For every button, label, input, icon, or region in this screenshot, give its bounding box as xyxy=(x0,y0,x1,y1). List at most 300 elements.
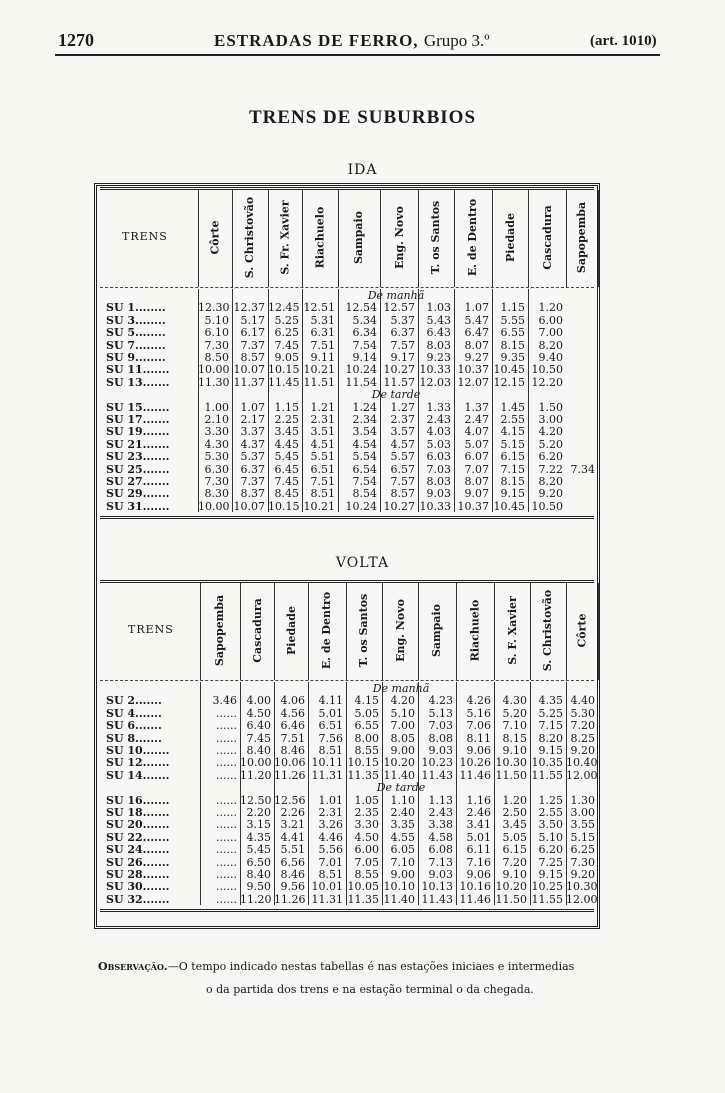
time-cell: 8.50 xyxy=(204,351,229,364)
time-cell: 5.17 xyxy=(240,313,265,327)
time-cell: 8.51 xyxy=(318,744,343,757)
time-cell: 6.57 xyxy=(390,462,415,476)
time-cell: 3.45 xyxy=(274,425,299,439)
train-number: SU 22....... xyxy=(106,830,170,844)
page-title: TRENS DE SUBURBIOS xyxy=(248,107,477,128)
station-name: Riachuelo xyxy=(468,599,482,661)
time-cell: 9.06 xyxy=(466,868,491,881)
time-cell: 7.51 xyxy=(280,731,305,745)
time-cell: 10.20 xyxy=(495,880,527,894)
time-cell: 10.21 xyxy=(303,363,335,377)
time-cell: 8.07 xyxy=(464,338,489,352)
time-cell: 10.10 xyxy=(383,880,415,894)
time-cell: 1.45 xyxy=(500,400,525,414)
time-cell: 10.50 xyxy=(531,363,563,377)
time-cell: 11.54 xyxy=(345,375,377,389)
time-cell: 4.06 xyxy=(280,694,305,708)
time-cell: 5.31 xyxy=(310,313,335,327)
time-cell: 10.45 xyxy=(493,499,525,513)
time-cell: 7.01 xyxy=(318,855,343,869)
time-cell: 10.35 xyxy=(531,756,563,770)
time-cell: 1.37 xyxy=(464,400,489,414)
time-cell: 5.37 xyxy=(240,450,265,464)
time-cell: 6.56 xyxy=(280,855,305,869)
time-cell: 7.51 xyxy=(310,338,335,352)
time-cell: 10.37 xyxy=(457,499,489,513)
time-cell: 2.35 xyxy=(354,806,379,819)
train-number: SU 12....... xyxy=(106,756,170,770)
time-cell: 11.30 xyxy=(198,375,230,389)
time-cell: 1.05 xyxy=(354,793,379,807)
time-cell: ...... xyxy=(216,706,237,720)
article-reference: (art. 1010) xyxy=(590,33,657,49)
time-cell: 9.11 xyxy=(310,351,335,364)
time-cell: 10.24 xyxy=(345,499,377,513)
time-cell: 10.01 xyxy=(311,880,343,894)
time-cell: 5.16 xyxy=(466,706,491,720)
time-cell: 9.10 xyxy=(502,744,527,757)
volta-station-header xyxy=(530,584,566,676)
time-cell: 9.06 xyxy=(466,744,491,757)
time-cell: 10.20 xyxy=(383,756,415,770)
time-cell: 10.45 xyxy=(493,363,525,377)
time-cell: 1.33 xyxy=(426,400,451,414)
time-cell: 12.07 xyxy=(457,375,489,389)
time-cell: 6.25 xyxy=(274,326,299,340)
time-cell: 2.47 xyxy=(464,413,489,426)
time-cell: 8.07 xyxy=(464,475,489,488)
train-number: SU 27....... xyxy=(106,475,170,488)
time-cell: 11.35 xyxy=(347,892,379,906)
time-cell: 5.37 xyxy=(390,313,415,327)
time-cell: 4.20 xyxy=(390,694,415,708)
time-cell: 2.31 xyxy=(310,413,335,426)
time-cell: 10.06 xyxy=(274,756,306,770)
volta-station-header xyxy=(418,584,456,676)
volta-body-divider xyxy=(530,682,531,905)
time-cell: 7.30 xyxy=(204,475,229,488)
train-number: SU 29....... xyxy=(106,487,170,501)
running-title-text: ESTRADAS DE FERRO, xyxy=(214,31,419,50)
page-number: 1270 xyxy=(58,30,94,50)
time-cell: 10.05 xyxy=(347,880,379,894)
time-cell: 6.31 xyxy=(310,326,335,340)
time-cell: 2.43 xyxy=(426,413,451,426)
time-cell: ...... xyxy=(216,744,237,757)
volta-bottom-rule xyxy=(100,909,594,912)
time-cell: 11.43 xyxy=(421,892,453,906)
time-cell: 9.23 xyxy=(426,351,451,364)
time-cell: 6.15 xyxy=(502,843,527,857)
time-cell: 7.03 xyxy=(428,719,453,733)
time-cell: 4.07 xyxy=(464,425,489,439)
ida-bottom-rule xyxy=(100,516,594,519)
time-cell: 10.25 xyxy=(531,880,563,894)
time-cell: 7.34 xyxy=(570,462,595,476)
time-cell: 5.20 xyxy=(538,437,563,451)
time-cell: 6.37 xyxy=(240,462,265,476)
time-cell: 9.35 xyxy=(500,351,525,364)
time-cell: 1.15 xyxy=(500,301,525,315)
observation-text-line1: —O tempo indicado nestas tabellas é nas estações iniciaes e intermedias xyxy=(167,960,575,973)
time-cell: 5.25 xyxy=(274,313,299,327)
volta-header-divider xyxy=(598,583,599,680)
time-cell: 4.26 xyxy=(466,694,491,708)
ida-body-divider xyxy=(380,289,381,512)
time-cell: 8.20 xyxy=(538,731,563,745)
time-cell: 2.34 xyxy=(352,413,377,426)
group-label: Grupo 3.º xyxy=(423,31,490,50)
train-number: SU 2....... xyxy=(106,694,162,708)
volta-body-divider xyxy=(274,682,275,905)
time-cell: 4.45 xyxy=(274,437,299,451)
station-name: S. Christovão xyxy=(243,196,257,278)
ida-station-header xyxy=(268,191,302,283)
station-name: Riachuelo xyxy=(313,206,327,268)
station-name: S. Christovão xyxy=(541,589,555,671)
time-cell: 4.56 xyxy=(280,706,305,720)
train-number: SU 1........ xyxy=(106,301,166,315)
time-cell: 1.20 xyxy=(538,301,563,315)
time-cell: 7.56 xyxy=(318,731,343,745)
time-cell: 11.31 xyxy=(311,892,343,906)
time-cell: 6.54 xyxy=(352,462,377,476)
time-cell: 9.27 xyxy=(464,351,489,364)
time-cell: 2.46 xyxy=(466,806,491,819)
time-cell: 6.43 xyxy=(426,326,451,340)
volta-body-divider xyxy=(382,682,383,905)
time-cell: 7.00 xyxy=(538,326,563,340)
time-cell: 8.30 xyxy=(204,487,229,501)
time-cell: ...... xyxy=(216,731,237,745)
time-cell: 6.08 xyxy=(428,843,453,857)
time-cell: ...... xyxy=(216,806,237,819)
time-cell: 5.10 xyxy=(538,830,563,844)
time-cell: 6.51 xyxy=(318,719,343,733)
time-cell: 8.25 xyxy=(570,731,595,745)
time-cell: 3.30 xyxy=(204,425,229,439)
time-cell: 1.50 xyxy=(538,400,563,414)
volta-body-divider xyxy=(308,682,309,905)
time-cell: 6.37 xyxy=(390,326,415,340)
time-cell: 8.46 xyxy=(280,868,305,881)
ida-body-divider xyxy=(268,289,269,512)
train-number: SU 7........ xyxy=(106,338,166,352)
ida-body-divider xyxy=(232,289,233,512)
train-number: SU 11....... xyxy=(106,363,170,377)
observation-note xyxy=(98,955,658,1001)
time-cell: ...... xyxy=(216,719,237,733)
time-cell: 1.00 xyxy=(204,400,229,414)
time-cell: 6.07 xyxy=(464,450,489,464)
station-name: S. F. Xavier xyxy=(505,595,519,665)
ida-body-divider xyxy=(338,289,339,512)
train-number: SU 30....... xyxy=(106,880,170,894)
time-cell: 9.14 xyxy=(352,351,377,364)
ida-header-divider xyxy=(598,190,599,287)
time-cell: 9.40 xyxy=(538,351,563,364)
ida-station-header xyxy=(302,191,338,283)
station-name: Piedade xyxy=(284,605,298,655)
time-cell: 5.55 xyxy=(500,313,525,327)
time-cell: 11.35 xyxy=(347,768,379,782)
time-cell: 5.43 xyxy=(426,313,451,327)
time-cell: 4.51 xyxy=(310,437,335,451)
time-cell: 12.00 xyxy=(566,768,598,782)
train-number: SU 25....... xyxy=(106,462,170,476)
time-cell: 8.03 xyxy=(426,338,451,352)
time-cell: 3.00 xyxy=(538,413,563,426)
time-cell: 7.51 xyxy=(310,475,335,488)
time-cell: 6.40 xyxy=(246,719,271,733)
time-cell: 7.13 xyxy=(428,855,453,869)
time-cell: 8.54 xyxy=(352,487,377,501)
time-cell: 6.46 xyxy=(280,719,305,733)
ida-morning-period-label: De manhã xyxy=(367,289,425,302)
time-cell: 12.37 xyxy=(233,301,265,315)
time-cell: 3.26 xyxy=(318,818,343,832)
time-cell: 11.37 xyxy=(233,375,265,389)
time-cell: 7.45 xyxy=(274,338,299,352)
time-cell: 5.01 xyxy=(466,830,491,844)
time-cell: 6.30 xyxy=(204,462,229,476)
volta-body-divider xyxy=(346,682,347,905)
time-cell: 5.25 xyxy=(538,706,563,720)
volta-morning-period-label: De manhã xyxy=(372,682,430,695)
station-name: T. os Santos xyxy=(429,200,443,274)
time-cell: 4.30 xyxy=(204,437,229,451)
volta-station-header xyxy=(382,584,418,676)
time-cell: 11.50 xyxy=(495,768,527,782)
time-cell: 8.03 xyxy=(426,475,451,488)
time-cell: 3.38 xyxy=(428,818,453,832)
time-cell: ...... xyxy=(216,756,237,770)
time-cell: 8.55 xyxy=(354,744,379,757)
time-cell: 7.10 xyxy=(390,855,415,869)
time-cell: 6.15 xyxy=(500,450,525,464)
time-cell: ...... xyxy=(216,818,237,832)
train-number: SU 32....... xyxy=(106,892,170,906)
time-cell: 4.54 xyxy=(352,437,377,451)
time-cell: 10.21 xyxy=(303,499,335,513)
volta-body-divider xyxy=(456,682,457,905)
time-cell: 8.57 xyxy=(240,351,265,364)
time-cell: 4.15 xyxy=(500,425,525,439)
time-cell: 10.33 xyxy=(419,499,451,513)
station-name: Côrte xyxy=(575,613,589,647)
time-cell: 9.20 xyxy=(538,487,563,501)
time-cell: 4.55 xyxy=(390,830,415,844)
time-cell: 7.30 xyxy=(570,855,595,869)
time-cell: 6.25 xyxy=(570,843,595,857)
time-cell: 7.00 xyxy=(390,719,415,733)
time-cell: 4.57 xyxy=(390,437,415,451)
time-cell: 7.45 xyxy=(246,731,271,745)
train-number: SU 8....... xyxy=(106,731,162,745)
volta-header-rule xyxy=(100,680,594,681)
time-cell: 7.45 xyxy=(274,475,299,488)
time-cell: 4.15 xyxy=(354,694,379,708)
time-cell: 2.43 xyxy=(428,806,453,819)
time-cell: 9.15 xyxy=(538,744,563,757)
time-cell: 4.11 xyxy=(318,694,343,708)
time-cell: 12.15 xyxy=(493,375,525,389)
time-cell: 2.37 xyxy=(390,413,415,426)
time-cell: 9.00 xyxy=(390,868,415,881)
time-cell: 12.20 xyxy=(531,375,563,389)
volta-body-divider xyxy=(240,682,241,905)
ida-header-rule xyxy=(100,287,594,288)
time-cell: 5.51 xyxy=(280,843,305,857)
time-cell: 11.20 xyxy=(240,768,272,782)
time-cell: 2.26 xyxy=(280,806,305,819)
time-cell: 4.23 xyxy=(428,694,453,708)
time-cell: 10.00 xyxy=(198,363,230,377)
train-number: SU 18....... xyxy=(106,806,170,819)
station-name: S. Fr. Xavier xyxy=(278,199,292,275)
station-name: T. os Santos xyxy=(357,593,371,667)
observation-label: Observação. xyxy=(98,960,168,973)
station-name: Sampaio xyxy=(430,603,444,657)
time-cell: 5.05 xyxy=(354,706,379,720)
time-cell: 11.20 xyxy=(240,892,272,906)
time-cell: 11.40 xyxy=(383,768,415,782)
station-name: Sapopemba xyxy=(575,201,589,273)
time-cell: 10.15 xyxy=(268,363,300,377)
station-name: Sampaio xyxy=(352,210,366,264)
time-cell: 8.20 xyxy=(538,338,563,352)
station-name: Côrte xyxy=(208,220,222,254)
time-cell: 5.30 xyxy=(570,706,595,720)
time-cell: 3.35 xyxy=(390,818,415,832)
station-name: Cascadura xyxy=(250,597,264,663)
time-cell: 5.51 xyxy=(310,450,335,464)
time-cell: 3.00 xyxy=(570,806,595,819)
time-cell: 10.50 xyxy=(531,499,563,513)
time-cell: ...... xyxy=(216,793,237,807)
time-cell: 5.05 xyxy=(502,830,527,844)
volta-station-header xyxy=(240,584,274,676)
time-cell: 5.03 xyxy=(426,437,451,451)
time-cell: 10.00 xyxy=(240,756,272,770)
time-cell: 11.31 xyxy=(311,768,343,782)
ida-top-rule xyxy=(100,187,594,190)
time-cell: 8.37 xyxy=(240,487,265,501)
time-cell: 3.54 xyxy=(352,425,377,439)
time-cell: 4.00 xyxy=(246,694,271,708)
time-cell: 8.57 xyxy=(390,487,415,501)
time-cell: 6.17 xyxy=(240,326,265,340)
ida-station-header xyxy=(492,191,528,283)
time-cell: 12.51 xyxy=(303,301,335,315)
time-cell: 12.00 xyxy=(566,892,598,906)
time-cell: 10.00 xyxy=(198,499,230,513)
volta-body-divider xyxy=(418,682,419,905)
time-cell: 11.46 xyxy=(459,768,491,782)
time-cell: ...... xyxy=(216,892,237,906)
time-cell: 8.11 xyxy=(466,731,491,745)
volta-station-header xyxy=(200,584,240,676)
time-cell: 6.51 xyxy=(310,462,335,476)
station-name: E. de Dentro xyxy=(466,198,480,276)
time-cell: 9.50 xyxy=(246,880,271,894)
time-cell: 11.43 xyxy=(421,768,453,782)
time-cell: 12.50 xyxy=(240,793,272,807)
time-cell: 8.40 xyxy=(246,744,271,757)
station-name: Eng. Novo xyxy=(392,205,406,269)
time-cell: 2.25 xyxy=(274,413,299,426)
train-number: SU 23....... xyxy=(106,450,170,464)
time-cell: 7.22 xyxy=(538,462,563,476)
time-cell: 7.54 xyxy=(352,338,377,352)
time-cell: 8.05 xyxy=(390,731,415,745)
time-cell: 11.26 xyxy=(274,768,306,782)
time-cell: 2.55 xyxy=(538,806,563,819)
time-cell: 3.55 xyxy=(570,818,595,832)
time-cell: 8.46 xyxy=(280,744,305,757)
time-cell: 4.37 xyxy=(240,437,265,451)
time-cell: 3.51 xyxy=(310,425,335,439)
time-cell: 7.57 xyxy=(390,475,415,488)
time-cell: 8.45 xyxy=(274,487,299,501)
time-cell: 7.37 xyxy=(240,338,265,352)
time-cell: 6.00 xyxy=(538,313,563,327)
train-number: SU 14....... xyxy=(106,768,170,782)
time-cell: 10.40 xyxy=(566,756,598,770)
time-cell: 9.00 xyxy=(390,744,415,757)
time-cell: ...... xyxy=(216,843,237,857)
time-cell: 10.27 xyxy=(383,499,415,513)
time-cell: 6.45 xyxy=(274,462,299,476)
time-cell: 7.57 xyxy=(390,338,415,352)
time-cell: 3.21 xyxy=(280,818,305,832)
ida-station-header xyxy=(232,191,268,283)
volta-station-header xyxy=(308,584,346,676)
ida-station-header xyxy=(454,191,492,283)
time-cell: 11.46 xyxy=(459,892,491,906)
time-cell: 4.50 xyxy=(246,706,271,720)
time-cell: 3.15 xyxy=(246,818,271,832)
time-cell: 2.20 xyxy=(246,806,271,819)
time-cell: 4.40 xyxy=(570,694,595,708)
station-name: E. de Dentro xyxy=(320,591,334,669)
time-cell: 1.03 xyxy=(426,301,451,315)
time-cell: 1.24 xyxy=(352,400,377,414)
ida-station-header xyxy=(338,191,380,283)
time-cell: 10.16 xyxy=(459,880,491,894)
time-cell: 10.13 xyxy=(421,880,453,894)
time-cell: 7.25 xyxy=(538,855,563,869)
ida-section-label: IDA xyxy=(347,162,378,178)
time-cell: 10.15 xyxy=(347,756,379,770)
time-cell: 7.30 xyxy=(204,338,229,352)
train-number: SU 20....... xyxy=(106,818,170,832)
time-cell: 7.20 xyxy=(502,855,527,869)
volta-body-divider xyxy=(200,682,201,905)
time-cell: 10.27 xyxy=(383,363,415,377)
volta-section-label: VOLTA xyxy=(335,555,390,571)
time-cell: 11.45 xyxy=(268,375,300,389)
ida-body-divider xyxy=(492,289,493,512)
time-cell: 7.16 xyxy=(466,855,491,869)
time-cell: 12.30 xyxy=(198,301,230,315)
time-cell: 6.00 xyxy=(354,843,379,857)
time-cell: 4.30 xyxy=(502,694,527,708)
volta-station-header xyxy=(494,584,530,676)
ida-station-header xyxy=(198,191,232,283)
time-cell: 1.20 xyxy=(502,793,527,807)
volta-station-header xyxy=(274,584,308,676)
